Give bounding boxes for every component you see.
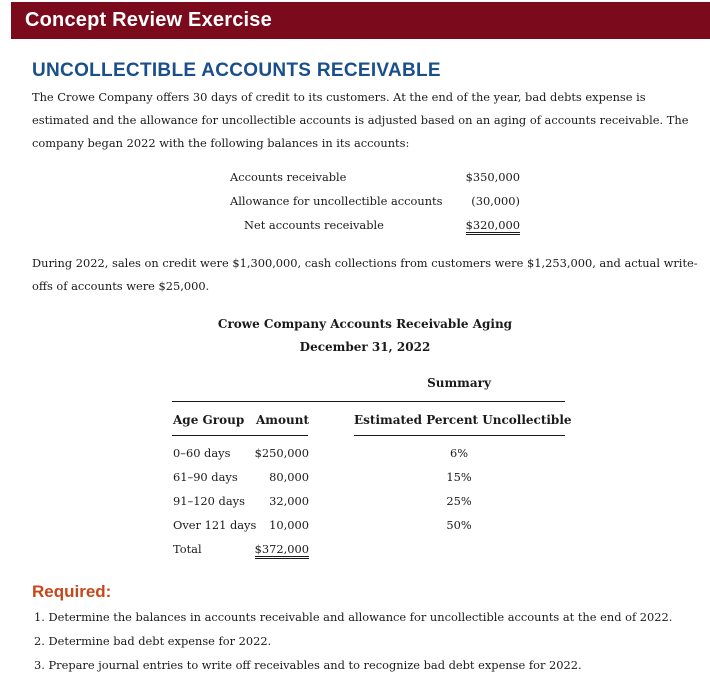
intro-paragraph: The Crowe Company offers 30 days of credit to its customers. At the end of the year, bad debts expense is estimated and the allowance for uncollectible accounts is adjusted based on an aging of accounts receivable. The company began 2022 with the following balances in its accounts: <box>32 90 689 150</box>
percent: 15% <box>446 470 472 484</box>
balance-value: (30,000) <box>471 194 520 208</box>
header-percent: Estimated Percent Uncollectible <box>354 413 572 427</box>
balance-label: Accounts receivable <box>230 170 347 184</box>
amount: 80,000 <box>269 470 309 484</box>
balance-value: $320,000 <box>466 218 520 235</box>
amount: 10,000 <box>269 518 309 532</box>
age-group: 91–120 days <box>173 494 245 508</box>
percent: 50% <box>446 518 472 532</box>
total-label: Total <box>173 542 202 556</box>
header-age-group: Age Group <box>173 413 245 427</box>
aging-total-row <box>0 538 710 562</box>
age-group: 0–60 days <box>173 446 231 460</box>
aging-row <box>0 466 710 490</box>
age-group: 61–90 days <box>173 470 238 484</box>
balance-value: $350,000 <box>465 170 520 184</box>
sales-paragraph: During 2022, sales on credit were $1,300,000, cash collections from customers were $1,253,000, and actual write-offs of accounts were $25,000. <box>32 256 698 293</box>
aging-row <box>0 442 710 466</box>
amount: 32,000 <box>269 494 309 508</box>
balance-row-allowance <box>230 189 520 213</box>
required-list <box>34 605 672 677</box>
aging-title: Crowe Company Accounts Receivable Aging <box>217 317 513 331</box>
balance-row-accounts-receivable <box>230 165 520 189</box>
aging-row <box>0 490 710 514</box>
header-divider-right <box>354 435 565 436</box>
summary-label: Summary <box>427 376 491 390</box>
opening-balances-table <box>230 165 520 237</box>
balance-label: Net accounts receivable <box>244 218 384 232</box>
summary-divider <box>172 401 565 402</box>
aging-date: December 31, 2022 <box>299 340 431 354</box>
age-group: Over 121 days <box>173 518 257 532</box>
required-item: 2. Determine bad debt expense for 2022. <box>34 634 272 648</box>
balance-label: Allowance for uncollectible accounts <box>230 194 443 208</box>
percent: 6% <box>449 446 469 460</box>
required-item: 1. Determine the balances in accounts receivable and allowance for uncollectible accounts at the end of 2022. <box>34 610 673 624</box>
percent: 25% <box>446 494 472 508</box>
total-amount: $372,000 <box>255 542 309 559</box>
section-title: UNCOLLECTIBLE ACCOUNTS RECEIVABLE <box>32 60 441 81</box>
required-item: 3. Prepare journal entries to write off receivables and to recognize bad debt expense for 2022. <box>34 658 582 672</box>
balance-row-net <box>230 213 520 237</box>
amount: $250,000 <box>254 446 309 460</box>
required-title: Required: <box>32 582 112 601</box>
header-amount: Amount <box>256 413 310 427</box>
header-divider-left <box>172 435 308 436</box>
exercise-banner: Concept Review Exercise <box>11 2 710 39</box>
aging-row <box>0 514 710 538</box>
